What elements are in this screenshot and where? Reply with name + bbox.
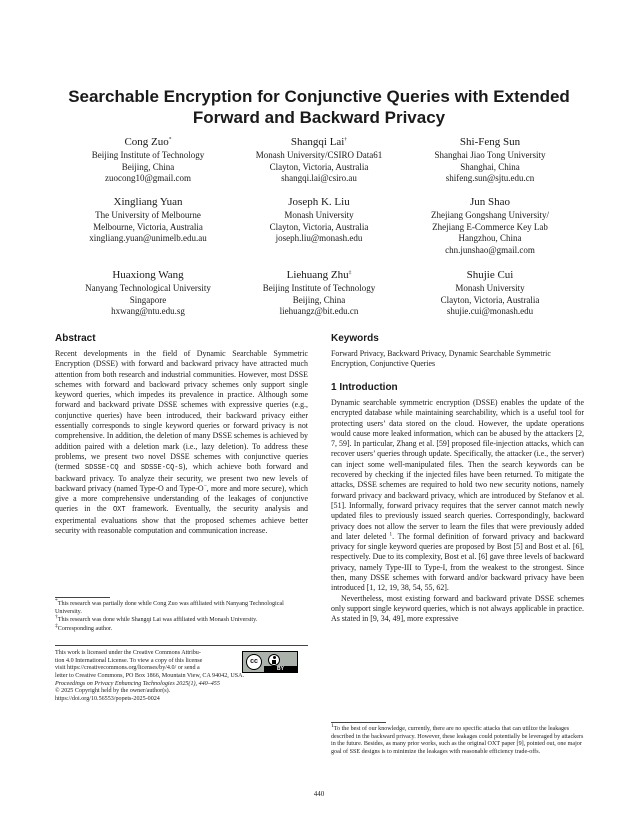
author-name: Huaxiong Wang — [112, 269, 184, 281]
author-location: Melbourne, Victoria, Australia — [93, 221, 203, 232]
author-block — [48, 268, 248, 318]
author-location: Clayton, Victoria, Australia — [269, 161, 369, 172]
author-block — [390, 268, 590, 318]
scheme-name: SDSSE-CQ-S — [140, 464, 183, 473]
keywords-heading: Keywords — [331, 333, 379, 344]
author-block — [48, 135, 248, 185]
author-name: Xingliang Yuan — [113, 196, 183, 208]
introduction-heading: 1 Introduction — [331, 382, 398, 393]
author-affiliation-2: Zhejiang E-Commerce Key Lab — [432, 221, 548, 232]
introduction-body: Dynamic searchable symmetric encryption (DSSE) enables the update of the encrypted database while maintaining searchability, which is a useful tool for protecting users’ data stored on the cloud. However, the update operations would cause more leaked information, which can be abused by the attackers [2, 7, 59]. In particular, Zhang et al. [59] proposed file-injection attacks, which can recover users’ queries through update. Specifically, the attacker (i.e., the server) can inject some well-manipulated files. Then the search keywords can be recovered by checking if the injected files have been returned. To mitigate the attacks, DSSE schemes are required to hold two new security notions, namely forward privacy and backward privacy, which are introduced by Stefanov et al. [51]. Informally, forward privacy requires that the server cannot match newly updated files to previously issued search queries. Correspondingly, backward privacy does not allow the server to learn the files that were previously added and later deleted $^1$. The formal definition of forward privacy and backward privacy for single keyword queries are proposed by Bost [5] and Bost et al. [6], respectively. Due to its complexity, Bost et al. [6] gave three levels of backward privacy, namely Type-III to Type-I, from the weakest to the strongest. Since then, many DSSE schemes with forward and/or backward privacy have been introduced [1, 12, 19, 38, 54, 55, 62]. Nevertheless, most existing forward and backward private DSSE schemes only support single keyword queries, which is not always applicable in practice. As stated in [9, 34, 49], more expressive — [331, 398, 584, 624]
title-line-2: Forward and Backward Privacy — [192, 108, 446, 127]
author-email[interactable]: zuocong10@gmail.com — [104, 173, 192, 183]
attribution-person-icon — [268, 654, 280, 666]
license-link[interactable]: visit https://creativecommons.org/licenses/by/4.0/ or send a — [55, 665, 200, 672]
author-affiliation: Nanyang Technological University — [85, 283, 211, 293]
author-location: Beijing, China — [121, 161, 175, 172]
author-name: Shujie Cui — [466, 269, 514, 281]
author-block — [219, 135, 419, 185]
author-location: Clayton, Victoria, Australia — [269, 221, 369, 232]
footnote: ‡Corresponding author. — [55, 622, 113, 632]
license-notice: This work is licensed under the Creative Commons Attribu- tion 4.0 International License. To view a copy of this license visit https://creativecommons.org/licenses/by/4.0/ or send a — [55, 650, 240, 673]
creative-commons-icon: cc — [246, 654, 262, 670]
author-affiliation: Monash University — [284, 210, 354, 220]
page-number: 440 — [313, 790, 325, 798]
author-email[interactable]: shangqi.lai@csiro.au — [281, 173, 357, 183]
author-email[interactable]: shifeng.sun@sjtu.edu.cn — [445, 173, 535, 183]
author-name: Shi-Feng Sun — [459, 136, 521, 148]
license-details: letter to Creative Commons, PO Box 1866, Mountain View, CA 94042, USA. Proceedings on Privacy Enhancing Technologies 2025(1), 440–455 © 2025 Copyright held by the owner/author(s). https://doi.org/10.56553/popets-2025-0024 — [55, 673, 308, 703]
author-affiliation: Monash University/CSIRO Data61 — [255, 150, 383, 160]
author-name: Jun Shao — [469, 196, 511, 208]
title-line-1: Searchable Encryption for Conjunctive Queries with Extended — [68, 87, 570, 106]
footnote-rule — [331, 722, 386, 723]
author-email[interactable]: hxwang@ntu.edu.sg — [111, 306, 185, 316]
license-rule — [55, 645, 308, 646]
author-email[interactable]: liehuangz@bit.edu.cn — [279, 306, 359, 316]
author-block — [390, 195, 590, 256]
author-location: Singapore — [129, 294, 167, 305]
intro-footnote: $^1$To the best of our knowledge, currently, there are no specific attacks that can utilize the leakages described in the backward privacy. However, these leakages could potentially be leveraged by attackers in the future. Besides, as many prior works, such as the original OXT paper [9], pointed out, one major goal of SSE designs is to minimize the leakages with reasonable efficiency trade-offs. — [331, 723, 584, 755]
author-footnotes — [55, 598, 308, 634]
author-affiliation: Shanghai Jiao Tong University — [434, 150, 546, 160]
by-label: BY — [264, 666, 297, 672]
footnote-rule — [55, 597, 110, 598]
author-affiliation: Beijing Institute of Technology — [91, 150, 205, 160]
author-location: Hangzhou, China — [458, 233, 522, 243]
author-email[interactable]: joseph.liu@monash.edu — [275, 233, 363, 243]
author-name: Shangqi Lai† — [290, 136, 348, 148]
author-email[interactable]: shujie.cui@monash.edu — [446, 306, 534, 316]
author-email[interactable]: chn.junshao@gmail.com — [445, 244, 535, 255]
cc-by-license-badge[interactable] — [242, 651, 298, 673]
keywords-text: Forward Privacy, Backward Privacy, Dynamic Searchable Symmetric Encryption, Conjunctive Queries — [331, 349, 551, 369]
paper-title — [40, 86, 598, 128]
author-location: Shanghai, China — [460, 161, 520, 172]
author-affiliation: Monash University — [455, 283, 525, 293]
author-email[interactable]: xingliang.yuan@unimelb.edu.au — [89, 233, 207, 243]
author-block — [219, 268, 419, 318]
author-location: Clayton, Victoria, Australia — [440, 294, 540, 305]
author-affiliation: Zhejiang Gongshang University/ — [431, 210, 549, 220]
author-name: Joseph K. Liu — [288, 196, 350, 208]
abstract-body: Recent developments in the field of Dynamic Searchable Symmetric Encryption (DSSE) with forward and backward privacy have attracted much attention from both research and industrial communities. However, most DSSE schemes with forward and backward privacy schemes only support single keyword queries, which impedes its prevalence in practice. Although some forward and backward private DSSE schemes with expressive queries (e.g., conjunctive queries) have been introduced, their backward privacy either essentially corresponds to single keyword queries or forward privacy is not comprehensive. In addition, the deletion of many DSSE schemes is achieved by addition paired with a deletion mark (i.e., lazy deletion). To address these problems, we present two novel DSSE schemes with conjunctive queries (termed SDSSE-CQ and SDSSE-CQ-S), which achieve both forward and backward privacy. To analyze their security, we present two new levels of backward privacy (named Type-O and Type-O−, more and more secure), which give a more comprehensive understanding of the leakages of conjunctive queries in the OXT framework. Eventually, the security analysis and experimental evaluations show that the proposed schemes achieve better security with reasonable computation and communication increase. — [55, 349, 309, 536]
framework-name: OXT — [112, 506, 126, 515]
author-block — [390, 135, 590, 185]
scheme-name: SDSSE-CQ — [84, 464, 119, 473]
author-affiliation: The University of Melbourne — [95, 210, 201, 220]
author-name: Cong Zuo* — [124, 136, 172, 148]
doi-link[interactable]: https://doi.org/10.56553/popets-2025-0024 — [55, 695, 160, 702]
copyright: © 2025 Copyright held by the owner/author(s). — [55, 688, 171, 695]
footnote: *This research was partially done while Cong Zuo was affiliated with Nanyang Technological University. — [55, 598, 284, 615]
author-block — [48, 195, 248, 245]
author-affiliation: Beijing Institute of Technology — [262, 283, 376, 293]
venue: Proceedings on Privacy Enhancing Technologies 2025(1), 440–455 — [55, 680, 220, 687]
author-block — [219, 195, 419, 245]
footnote: †This research was done while Shangqi Lai was affiliated with Monash University. — [55, 614, 258, 624]
abstract-heading: Abstract — [55, 333, 96, 344]
author-name: Liehuang Zhu‡ — [286, 269, 352, 281]
author-location: Beijing, China — [292, 294, 346, 305]
